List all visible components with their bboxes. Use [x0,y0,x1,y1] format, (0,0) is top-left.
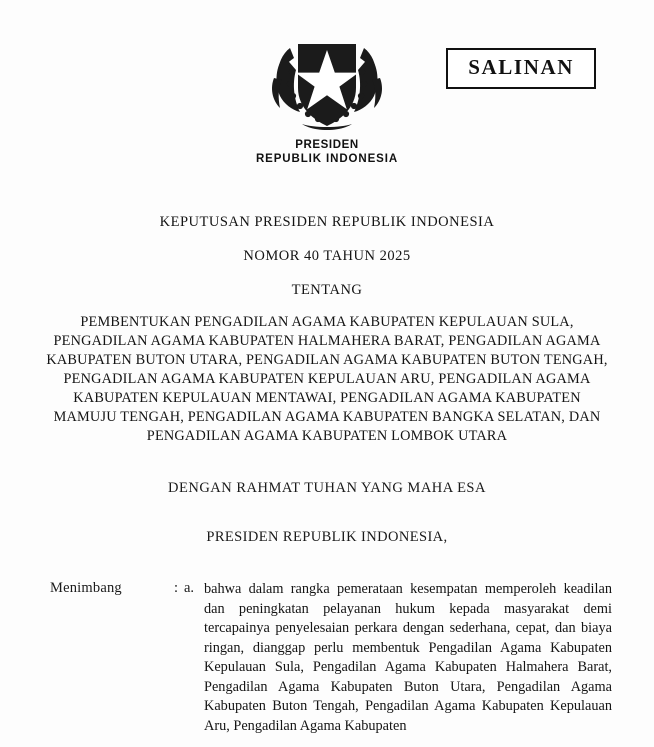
authority-line: PRESIDEN REPUBLIK INDONESIA, [206,529,448,545]
blessing-line: DENGAN RAHMAT TUHAN YANG MAHA ESA [168,480,486,496]
emblem-caption-line1: PRESIDEN [295,139,359,151]
considering-colon: : [173,580,179,596]
title-line-3: TENTANG [291,282,363,298]
salinan-stamp [446,48,596,89]
salinan-stamp-label: SALINAN [468,55,574,79]
emblem-caption-line2: REPUBLIK INDONESIA [255,153,399,165]
emblem-caption [256,138,398,166]
considering-label: Menimbang [50,580,122,596]
emblem-block [28,26,626,166]
title-line-2: NOMOR 40 TAHUN 2025 [243,248,411,264]
document-subject: PEMBENTUKAN PENGADILAN AGAMA KABUPATEN KEPULAUAN SULA, PENGADILAN AGAMA KABUPATEN HALMAHERA BARAT, PENGADILAN AGAMA KABUPATEN BUTON UTARA, PENGADILAN AGAMA KABUPATEN BUTON TENGAH, PENGADILAN AGAMA KABUPATEN KEPULAUAN ARU, PENGADILAN AGAMA KABUPATEN KEPULAUAN MENTAWAI, PENGADILAN AGAMA KABUPATEN MAMUJU TENGAH, PENGADILAN AGAMA KABUPATEN BANGKA SELATAN, DAN PENGADILAN AGAMA KABUPATEN LOMBOK UTARA [46,314,608,444]
considering-text: bahwa dalam rangka pemerataan kesempatan memperoleh keadilan dan peningkatan pelayanan hukum kepada masyarakat demi tercapainya penyelesaian perkara dengan sederhana, cepat, dan biaya ringan, dianggap perlu membentuk Pengadilan Agama Kabupaten Kepulauan Sula, Pengadilan Agama Kabupaten Halmahera Barat, Pengadilan Agama Kabupaten Buton Utara, Pengadilan Agama Kabupaten Buton Tengah, Pengadilan Agama Kabupaten Kepulauan Aru, Pengadilan Agama Kabupaten [204,581,612,734]
title-line-1: KEPUTUSAN PRESIDEN REPUBLIK INDONESIA [159,214,495,230]
garuda-star-emblem-icon [268,26,386,132]
considering-marker: a. [184,580,195,596]
considering-section [28,580,626,736]
document-header [28,0,626,186]
page-bottom-fade [0,739,654,747]
document-title-block [28,212,626,446]
